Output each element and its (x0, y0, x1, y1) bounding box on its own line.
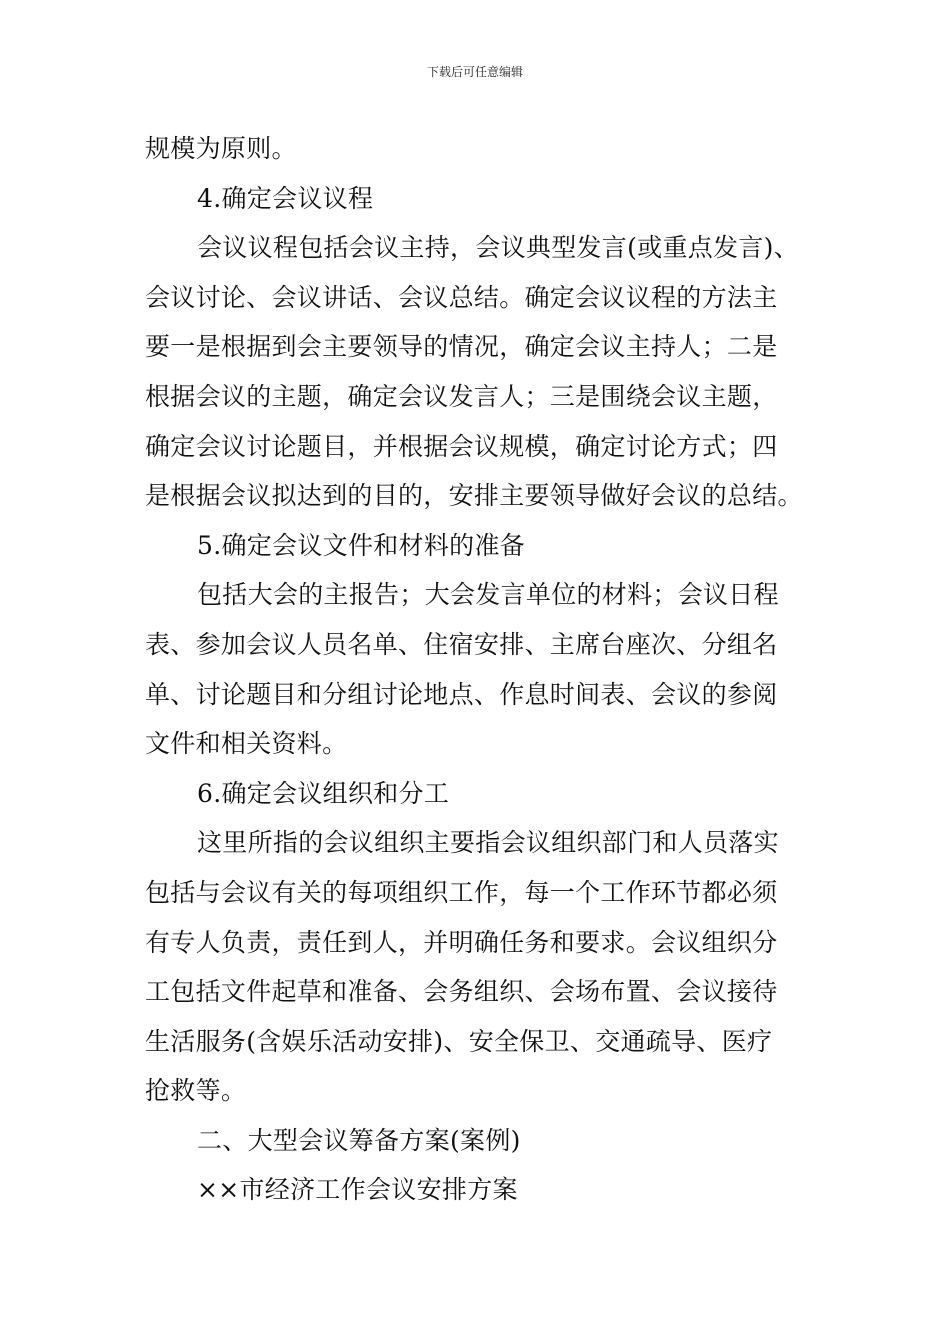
case-title: ××市经济工作会议安排方案 (197, 1175, 518, 1205)
paragraph-line: 确定会议讨论题目，并根据会议规模，确定讨论方式；四 (145, 431, 778, 461)
paragraph-line: 要一是根据到会主要领导的情况，确定会议主持人；二是 (145, 332, 778, 362)
paragraph-line: 根据会议的主题，确定会议发言人；三是围绕会议主题， (145, 381, 778, 411)
paragraph-line: 有专人负责，责任到人，并明确任务和要求。会议组织分 (145, 927, 778, 957)
paragraph-line: 生活服务(含娱乐活动安排)、安全保卫、交通疏导、医疗 (145, 1026, 773, 1056)
paragraph-line: 这里所指的会议组织主要指会议组织部门和人员落实 (197, 828, 779, 858)
paragraph-line: 文件和相关资料。 (145, 729, 348, 759)
paragraph-line: 抢救等。 (145, 1076, 247, 1106)
document-body (145, 124, 815, 1215)
section-heading-5: 5.确定会议文件和材料的准备 (197, 530, 526, 560)
section-heading-4: 4.确定会议议程 (197, 183, 374, 213)
page-header: 下载后可任意编辑 (426, 65, 523, 79)
paragraph-line: 规模为原则。 (145, 134, 297, 163)
paragraph-line: 包括大会的主报告；大会发言单位的材料；会议日程 (197, 580, 779, 610)
paragraph-line: 包括与会议有关的每项组织工作，每一个工作环节都必须 (145, 877, 778, 907)
section-heading-case: 二、大型会议筹备方案(案例) (197, 1125, 521, 1155)
section-heading-6: 6.确定会议组织和分工 (197, 778, 450, 808)
paragraph-line: 会议讨论、会议讲话、会议总结。确定会议议程的方法主 (145, 282, 778, 312)
paragraph-line: 单、讨论题目和分组讨论地点、作息时间表、会议的参阅 (145, 679, 778, 709)
paragraph-line: 表、参加会议人员名单、住宿安排、主席台座次、分组名 (145, 629, 778, 659)
paragraph-line: 工包括文件起草和准备、会务组织、会场布置、会议接待 (145, 977, 778, 1007)
paragraph-line: 是根据会议拟达到的目的，安排主要领导做好会议的总结。 (145, 481, 803, 511)
paragraph-line: 会议议程包括会议主持，会议典型发言(或重点发言)、 (197, 233, 800, 263)
